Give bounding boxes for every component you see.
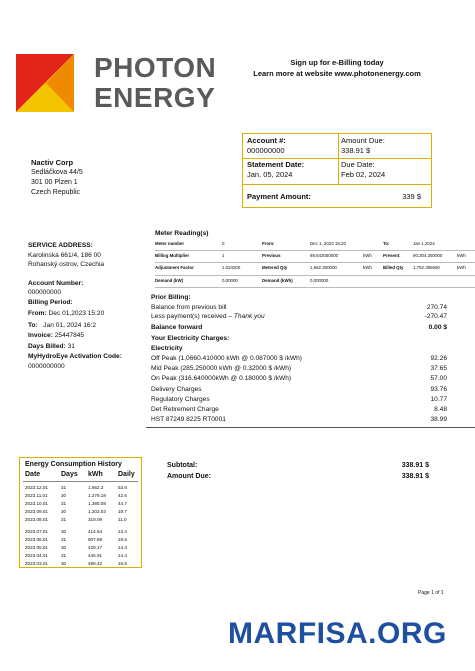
history-cell: 607.89: [88, 537, 103, 542]
history-cell: 30: [61, 561, 67, 566]
history-cell: 42.6: [118, 493, 127, 498]
less-payment-value: -270.47: [424, 313, 447, 320]
account-number-label: Account #:: [247, 136, 286, 145]
charge-value: 57.00: [430, 375, 447, 382]
charge-label: Delivery Charges: [151, 386, 202, 393]
charge-line: [151, 416, 447, 425]
ebilling-promo: [232, 57, 442, 79]
meter-cell: 0: [222, 241, 225, 246]
history-header-daily: Daily: [118, 471, 135, 478]
less-payment-label: Less payment(s) received –: [151, 313, 234, 320]
amount-due-label: Amount Due:: [341, 136, 385, 145]
history-cell: 1.202.03: [88, 509, 106, 514]
history-cell: 30: [61, 493, 67, 498]
balance-forward-row: [151, 324, 447, 333]
charge-label: Det Retirement Charge: [151, 406, 219, 413]
due-date-label: Due Date:: [341, 160, 375, 169]
promo-line-1: Sign up for e-Billing today: [290, 58, 384, 67]
meter-cell: 1: [222, 253, 225, 258]
billing-period-label: Billing Period:: [28, 298, 73, 306]
meter-cell: Present:: [383, 253, 401, 258]
history-cell: 44.7: [118, 501, 127, 506]
meter-cell: Dec 1, 2023 15:20: [310, 241, 346, 246]
meter-cell: Billing Multiplier: [155, 253, 190, 258]
to-value: Jan 01, 2024 16:2: [43, 321, 97, 329]
logo-text-energy: ENERGY: [94, 82, 216, 113]
days-billed-value: 31: [67, 342, 75, 350]
history-cell: 2023.05.01: [25, 545, 48, 550]
history-cell: 31: [61, 517, 67, 522]
subtotal-label: Subtotal:: [167, 462, 198, 469]
amount-due-total-label: Amount Due:: [167, 473, 211, 480]
meter-cell: 90,304.350000: [413, 253, 443, 258]
history-cell: 31: [61, 501, 67, 506]
history-cell: 11.0: [118, 517, 127, 522]
charge-line: [151, 375, 447, 384]
charge-line: [151, 406, 447, 415]
charge-label: Mid Peak (285.250000 kWh @ 0.32000 $ /kWh): [151, 365, 292, 372]
account-summary-box: [242, 133, 432, 208]
meter-cell: Adjustment Factor: [155, 265, 194, 270]
charge-value: 10.77: [430, 396, 447, 403]
history-cell: 2023.11.01: [25, 493, 48, 498]
charge-value: 8.48: [434, 406, 447, 413]
history-cell: 1.385.08: [88, 501, 106, 506]
charge-label: Off Peak (1,0660.410000 kWh @ 0.087000 $ /kWh): [151, 355, 302, 362]
history-cell: 414.54: [88, 529, 103, 534]
balance-previous-value: 270.74: [426, 304, 447, 311]
meter-cell: 88,642050000: [310, 253, 339, 258]
subtotal-value: 338.91 $: [401, 462, 429, 469]
charge-value: 37.65: [430, 365, 447, 372]
charge-line: [151, 396, 447, 405]
charge-label: On Peak (316.640000kWh @ 0.180000 $ /kWh): [151, 375, 292, 382]
history-cell: 2023.08.01: [25, 517, 48, 522]
meter-cell: 1,662.300000: [310, 265, 337, 270]
history-cell: 30: [61, 509, 67, 514]
history-cell: 429.17: [88, 545, 103, 550]
history-cell: 2023.10.01: [25, 501, 48, 506]
page-number: Page 1 of 1: [418, 590, 444, 596]
charge-value: 92.26: [430, 355, 447, 362]
charge-line: [151, 355, 447, 364]
history-cell: 2023.04.01: [25, 553, 48, 558]
history-cell: 53.6: [118, 485, 127, 490]
due-date: Feb 02, 2024: [341, 170, 386, 179]
amount-due-value: 338.91 $: [341, 146, 371, 155]
days-billed-label: Days Billed:: [28, 342, 66, 350]
history-cell: 14.3: [118, 545, 127, 550]
service-address-line2: Rohanský ostrov, Czechia: [28, 261, 105, 268]
customer-name: Nactiv Corp: [31, 158, 74, 167]
history-header-days: Days: [61, 471, 78, 478]
statement-date-label: Statement Date:: [247, 160, 305, 169]
history-title: Energy Consumption History: [25, 461, 122, 468]
invoice-label: Invoice:: [28, 332, 53, 339]
charge-value: 93.76: [430, 386, 447, 393]
history-cell: 16.5: [118, 561, 127, 566]
history-cell: 30: [61, 529, 67, 534]
marfisa-watermark: MARFISA.ORG: [228, 617, 447, 650]
history-cell: 1.662.3: [88, 485, 104, 490]
meter-cell: Demand (kW): [155, 278, 184, 283]
history-cell: 31: [61, 537, 67, 542]
history-cell: 2023.09.01: [25, 509, 48, 514]
meter-cell: 1,752.396660: [413, 265, 440, 270]
charge-line: [151, 386, 447, 395]
history-header-date: Date: [25, 471, 41, 478]
electricity-label: Electricity: [151, 345, 183, 352]
logo-text-photon: PHOTON: [94, 52, 217, 83]
activation-code: 0000000000: [28, 362, 65, 370]
meter-cell: kWh: [363, 265, 372, 270]
history-cell: 2023.03.01: [25, 561, 48, 566]
charges-divider: [146, 427, 475, 428]
meter-cell: Previous: [262, 253, 281, 258]
balance-previous-label: Balance from previous bill: [151, 304, 227, 311]
to-label: To:: [28, 321, 38, 329]
history-cell: 1.279.18: [88, 493, 106, 498]
service-info: [28, 241, 148, 371]
history-cell: 31: [61, 485, 67, 490]
history-header-kwh: kWh: [88, 471, 103, 478]
invoice-value: 25447845: [54, 332, 85, 339]
thank-you-text: Thank you: [233, 313, 265, 320]
history-cell: 30: [61, 545, 67, 550]
payment-amount: 339 $: [402, 192, 421, 201]
service-account-number: 000000000: [28, 289, 62, 296]
account-number-label-2: Account Number:: [28, 279, 84, 287]
electricity-charges-label: Your Electricity Charges:: [151, 335, 230, 342]
history-cell: 13.4: [118, 529, 127, 534]
customer-country: Czech Republic: [31, 189, 81, 196]
from-value: Dec 01,2023 15:20: [48, 310, 105, 317]
meter-cell: Metered Qty: [262, 265, 288, 270]
payment-amount-label: Payment Amount:: [247, 192, 311, 201]
charge-label: Regulatory Charges: [151, 396, 210, 403]
service-address-line1: Karolinská 661/4, 186 00: [28, 251, 101, 259]
account-number: 000000000: [247, 146, 285, 155]
balance-forward-value: 0.00 $: [428, 324, 447, 331]
activation-label: MyHydroEye Activation Code:: [28, 353, 122, 360]
charge-value: 38.99: [430, 416, 447, 423]
meter-cell: Demand (kWh): [262, 278, 293, 283]
consumption-history-table: [19, 457, 142, 568]
meter-cell: 0.00000: [222, 278, 238, 283]
logo-mark-icon: [16, 54, 78, 112]
history-cell: 2023.07.01: [25, 529, 48, 534]
meter-cell: 1.034200: [222, 265, 241, 270]
customer-address-line2: 301 00 Plzen 1: [31, 179, 78, 186]
from-label: From:: [28, 310, 47, 317]
meter-cell: 0,000000: [310, 278, 329, 283]
charge-line: [151, 365, 447, 374]
meter-reading-table: [155, 240, 475, 290]
statement-date: Jan. 05, 2024: [247, 170, 293, 179]
meter-cell: Meter number: [155, 241, 185, 246]
photon-energy-logo: [16, 52, 217, 113]
history-cell: 19.7: [118, 509, 127, 514]
customer-address-line1: Sedláčkova 44/5: [31, 169, 83, 176]
service-address-label: SERVICE ADDRESS:: [28, 242, 93, 249]
history-cell: 318.09: [88, 517, 103, 522]
meter-cell: kWh: [457, 265, 466, 270]
meter-cell: kWh: [457, 253, 466, 258]
less-payment-row: [151, 313, 447, 322]
customer-address: [31, 157, 83, 198]
balance-forward-label: Balance forward: [151, 324, 203, 331]
totals-block: [167, 461, 429, 483]
balance-previous-row: [151, 304, 447, 313]
history-cell: 2023.12.01: [25, 485, 48, 490]
history-cell: 498.42: [88, 561, 103, 566]
meter-cell: Billed Qty: [383, 265, 404, 270]
meter-cell: kWh: [363, 253, 372, 258]
history-cell: 31: [61, 553, 67, 558]
meter-cell: To:: [383, 241, 390, 246]
amount-due-total-value: 338.91 $: [401, 473, 429, 480]
promo-line-2: Learn more at website www.photonenergy.com: [253, 69, 421, 78]
history-cell: 14.4: [118, 553, 127, 558]
history-cell: 2023.06.01: [25, 537, 48, 542]
charge-label: HST 87249 8225 RT0001: [151, 416, 226, 423]
meter-cell: Jan 1,2024: [413, 241, 435, 246]
history-cell: 19.6: [118, 537, 127, 542]
meter-cell: From:: [262, 241, 275, 246]
history-cell: 445.91: [88, 553, 103, 558]
prior-billing-label: Prior Billing:: [151, 294, 191, 301]
meter-reading-title: Meter Reading(s): [155, 230, 209, 237]
